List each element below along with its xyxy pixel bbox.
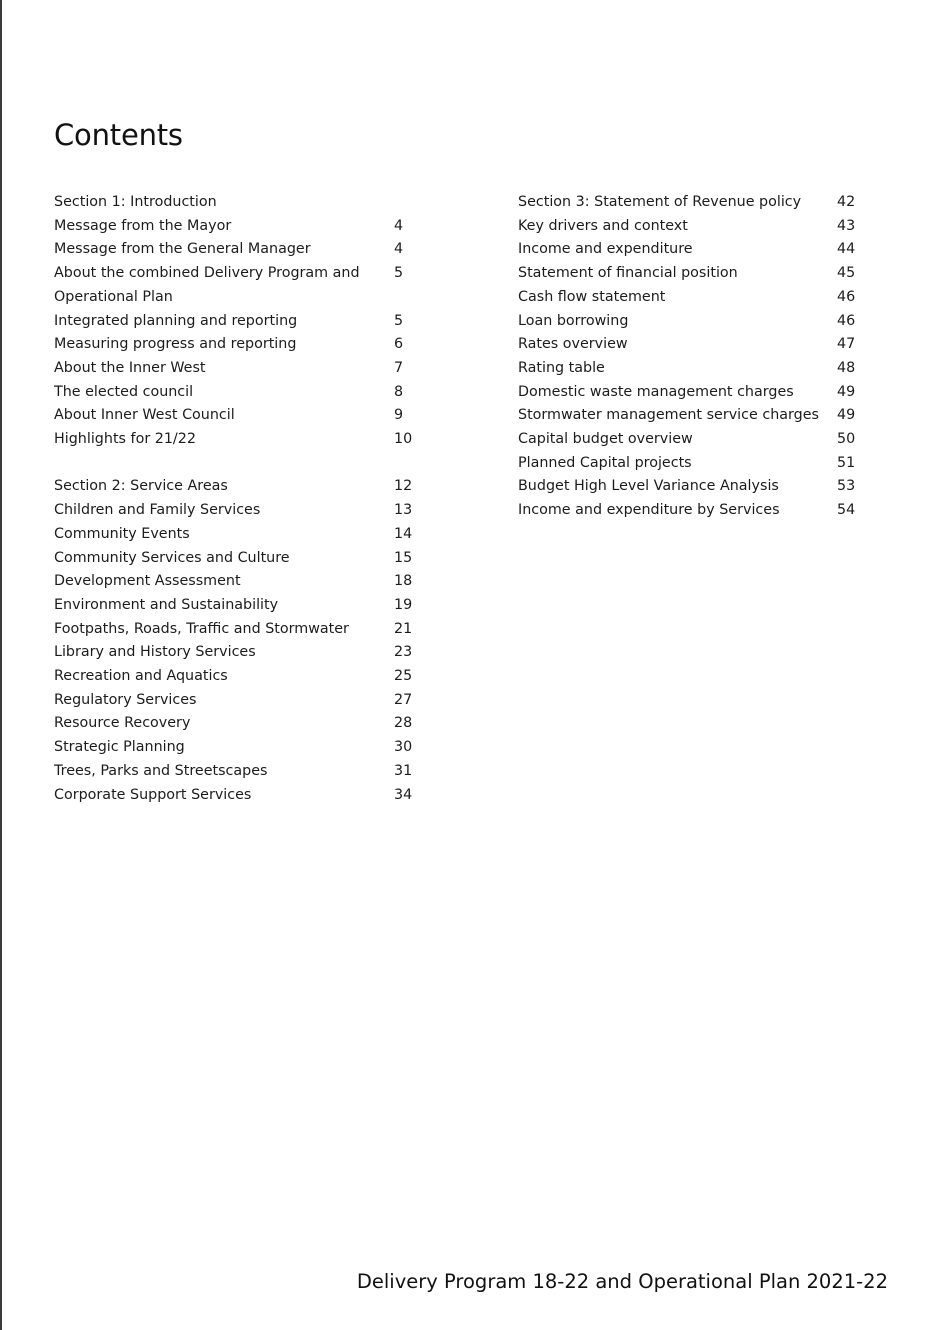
toc-entry-label: Key drivers and context <box>518 217 688 234</box>
toc-entry-label: Domestic waste management charges <box>518 383 794 400</box>
toc-entry-page: 4 <box>394 241 404 258</box>
toc-entry-label: Development Assessment <box>54 573 241 590</box>
toc-entry[interactable] <box>54 760 424 784</box>
toc-entry[interactable] <box>518 286 863 310</box>
toc-entry-page: 43 <box>837 217 856 234</box>
toc-entry-label: Cash flow statement <box>518 288 666 305</box>
toc-entry-label: Measuring progress and reporting <box>54 336 297 353</box>
toc-entry[interactable] <box>518 238 863 262</box>
toc-entry[interactable] <box>54 712 424 736</box>
toc-entry-label: Library and History Services <box>54 644 256 661</box>
toc-entry[interactable] <box>54 523 424 547</box>
toc-entry[interactable] <box>518 499 863 523</box>
toc-entry-page: 48 <box>837 359 856 376</box>
toc-entry[interactable] <box>54 641 424 665</box>
toc-entry-label: Income and expenditure <box>518 241 693 258</box>
toc-entry[interactable] <box>518 215 863 239</box>
toc-entry[interactable] <box>518 262 863 286</box>
toc-entry-label: About Inner West Council <box>54 407 235 424</box>
toc-entry[interactable] <box>54 547 424 571</box>
toc-entry-page: 46 <box>837 288 856 305</box>
toc-entry-label: Regulatory Services <box>54 691 197 708</box>
toc-entry-page: 21 <box>394 620 413 637</box>
toc-entry-page: 19 <box>394 596 413 613</box>
toc-entry[interactable] <box>54 215 424 239</box>
toc-entry-page: 10 <box>394 431 413 448</box>
toc-entry[interactable] <box>518 404 863 428</box>
toc-entry[interactable] <box>518 333 863 357</box>
toc-entry-page: 51 <box>837 454 856 471</box>
toc-entry[interactable] <box>54 499 424 523</box>
toc-entry[interactable] <box>518 428 863 452</box>
toc-entry-page: 53 <box>837 478 856 495</box>
toc-entry[interactable] <box>54 381 424 405</box>
toc-entry[interactable] <box>54 428 424 452</box>
toc-entry[interactable] <box>518 310 863 334</box>
toc-entry-page: 4 <box>394 217 404 234</box>
toc-entry[interactable] <box>54 594 424 618</box>
toc-entry-page: 54 <box>837 502 856 519</box>
toc-entry[interactable] <box>518 452 863 476</box>
toc-entry[interactable] <box>54 570 424 594</box>
toc-entry-label: The elected council <box>54 383 194 400</box>
toc-entry-section-1[interactable] <box>54 191 424 215</box>
toc-entry-page: 34 <box>394 786 413 803</box>
toc-entry-label: Stormwater management service charges <box>518 407 819 424</box>
toc-entry-page: 13 <box>394 502 413 519</box>
toc-entry-page: 28 <box>394 715 413 732</box>
toc-entry-label: Statement of financial position <box>518 265 738 282</box>
toc-entry-label: Corporate Support Services <box>54 786 252 803</box>
toc-entry-page: 18 <box>394 573 413 590</box>
toc-entry-label: Section 2: Service Areas <box>54 478 228 495</box>
toc-entry-label: Section 3: Statement of Revenue policy <box>518 194 802 210</box>
page-title: Contents <box>54 118 183 152</box>
toc-entry[interactable] <box>518 381 863 405</box>
toc-entry[interactable] <box>54 665 424 689</box>
toc-entry-page: 47 <box>837 336 856 353</box>
toc-entry[interactable] <box>54 357 424 381</box>
footer-document-title: Delivery Program 18-22 and Operational Plan 2021-22 <box>356 1270 888 1293</box>
toc-entry-section-2[interactable] <box>54 475 424 499</box>
toc-entry-label: Section 1: Introduction <box>54 194 217 210</box>
toc-entry-label: About the combined Delivery Program and Operational Plan <box>54 265 360 305</box>
toc-entry-label: Message from the General Manager <box>54 241 311 258</box>
toc-entry-label: Highlights for 21/22 <box>54 431 196 448</box>
toc-entry-page: 15 <box>394 549 413 566</box>
toc-entry-label: Income and expenditure by Services <box>518 502 780 519</box>
toc-entry[interactable] <box>54 618 424 642</box>
toc-entry-label: Rating table <box>518 359 605 376</box>
toc-entry[interactable] <box>54 310 424 334</box>
toc-entry-label: Capital budget overview <box>518 431 693 448</box>
toc-entry[interactable] <box>518 475 863 499</box>
toc-entry-label: Resource Recovery <box>54 715 191 732</box>
toc-entry[interactable] <box>54 689 424 713</box>
toc-entry-label: Planned Capital projects <box>518 454 692 471</box>
toc-entry-label: Trees, Parks and Streetscapes <box>54 762 268 779</box>
toc-entry-label: Community Events <box>54 525 190 542</box>
toc-entry-page: 14 <box>394 525 413 542</box>
page-border <box>0 0 2 1330</box>
toc-entry-page: 50 <box>837 431 856 448</box>
toc-entry-label: Strategic Planning <box>54 739 185 756</box>
toc-entry-page: 23 <box>394 644 413 661</box>
toc-left-column <box>54 191 424 807</box>
toc-entry-page: 42 <box>837 194 856 210</box>
toc-entry-page: 46 <box>837 312 856 329</box>
toc-entry-page: 45 <box>837 265 856 282</box>
toc-entry-label: Footpaths, Roads, Traffic and Stormwater <box>54 620 349 637</box>
toc-entry-label: Rates overview <box>518 336 628 353</box>
toc-entry-label: Recreation and Aquatics <box>54 668 228 685</box>
toc-entry-page: 49 <box>837 383 856 400</box>
toc-entry-page: 7 <box>394 359 404 376</box>
toc-entry-page: 5 <box>394 312 404 329</box>
toc-entry-label: Loan borrowing <box>518 312 629 329</box>
toc-entry[interactable] <box>518 357 863 381</box>
toc-entry[interactable] <box>54 333 424 357</box>
toc-entry-label: Integrated planning and reporting <box>54 312 298 329</box>
toc-entry-page: 31 <box>394 762 413 779</box>
toc-entry-page: 30 <box>394 739 413 756</box>
toc-entry-label: Message from the Mayor <box>54 217 232 234</box>
toc-entry[interactable] <box>54 404 424 428</box>
toc-entry-page: 6 <box>394 336 404 353</box>
toc-entry-page: 25 <box>394 668 413 685</box>
toc-entry-page: 12 <box>394 478 413 495</box>
toc-entry-label: Budget High Level Variance Analysis <box>518 478 779 495</box>
toc-entry[interactable] <box>54 238 424 262</box>
toc-entry[interactable] <box>54 736 424 760</box>
toc-right-column <box>518 191 863 523</box>
toc-entry-section-3[interactable] <box>518 191 863 215</box>
toc-entry-page: 27 <box>394 691 413 708</box>
section-spacer <box>54 452 424 476</box>
toc-entry-label: About the Inner West <box>54 359 206 376</box>
toc-entry-page: 5 <box>394 265 404 282</box>
toc-entry-label: Environment and Sustainability <box>54 596 279 613</box>
toc-entry-label: Community Services and Culture <box>54 549 290 566</box>
toc-entry-page: 49 <box>837 407 856 424</box>
toc-entry-page: 9 <box>394 407 404 424</box>
toc-entry-label: Children and Family Services <box>54 502 261 519</box>
toc-entry[interactable] <box>54 262 424 309</box>
toc-entry-page: 8 <box>394 383 404 400</box>
toc-entry-page: 44 <box>837 241 856 258</box>
toc-entry[interactable] <box>54 784 424 808</box>
